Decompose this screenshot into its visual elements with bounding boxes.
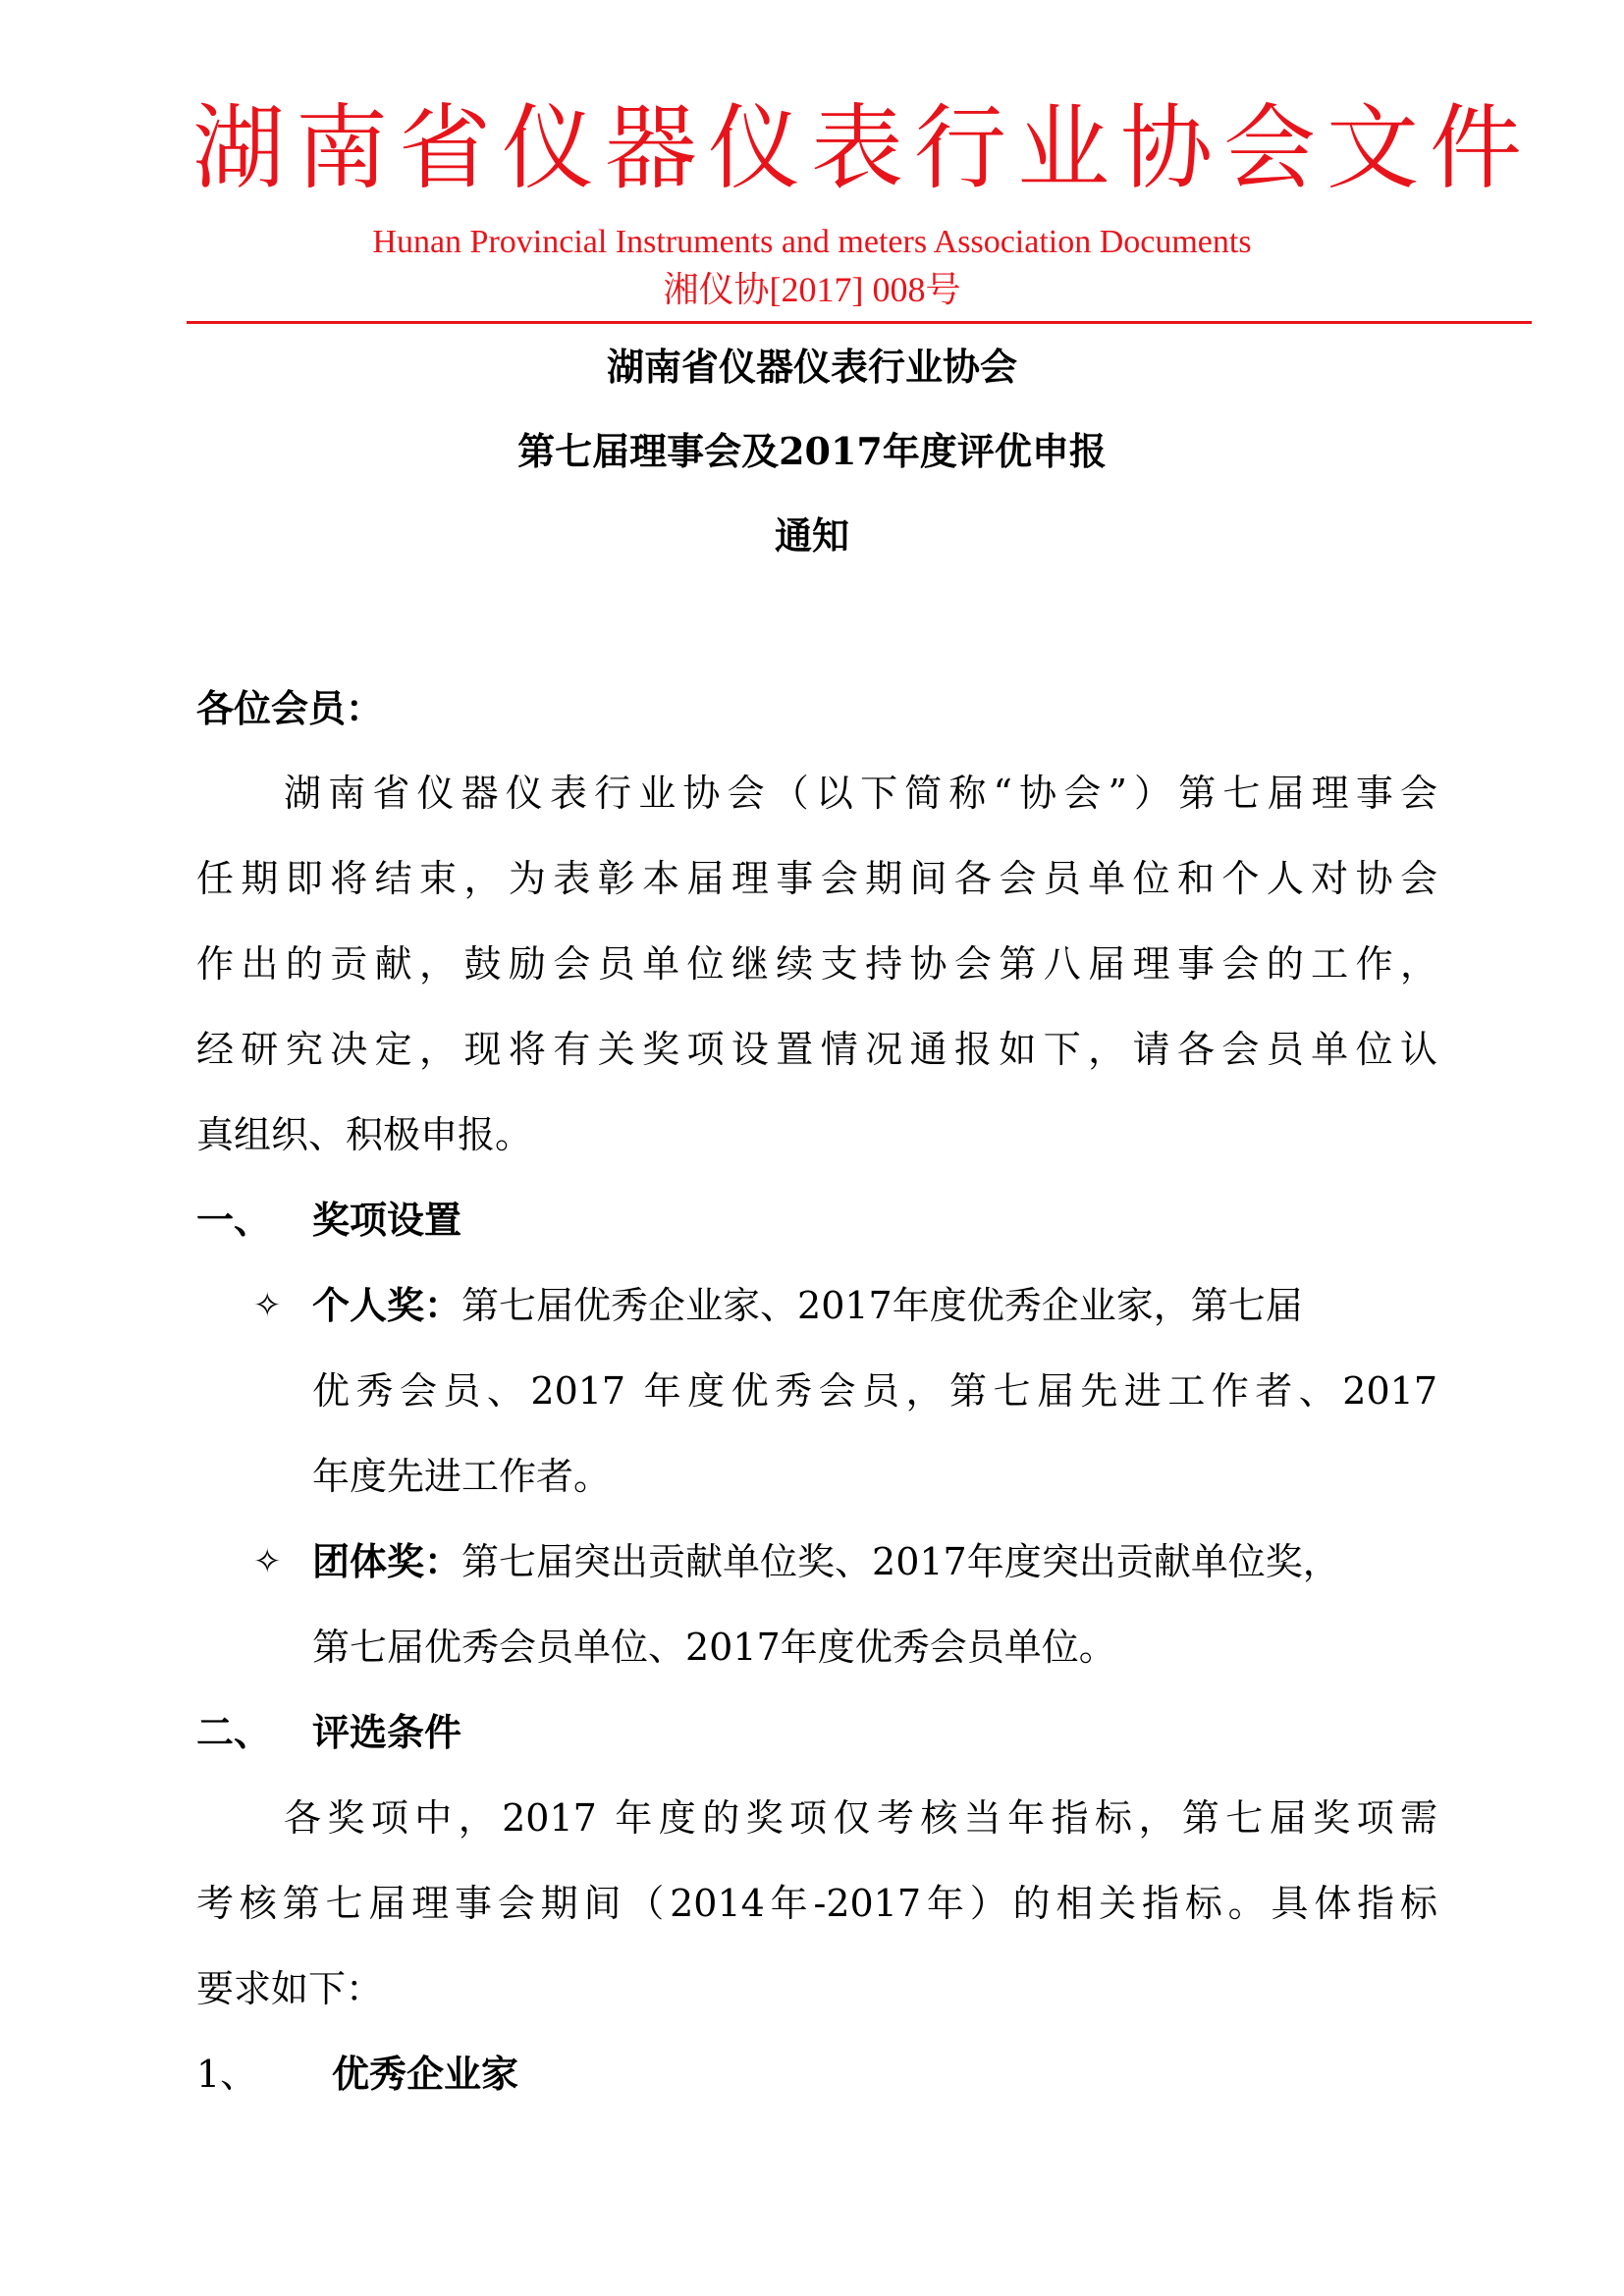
diamond-bullet-icon: ✧ (253, 1542, 282, 1581)
group-awards-label: 团体奖： (312, 1539, 462, 1583)
individual-awards-label: 个人奖： (312, 1283, 462, 1327)
section-1-heading: 奖项设置 (312, 1198, 462, 1242)
intro-line-5: 真组织、积极申报。 (196, 1113, 533, 1156)
section-2-line-3: 要求如下： (196, 1967, 384, 2010)
section-1-number: 一、 (196, 1198, 272, 1242)
section-2-number: 二、 (196, 1710, 272, 1754)
header-english-subtitle: Hunan Provincial Instruments and meters Association Documents (372, 224, 1252, 260)
subsection-1-number: 1、 (196, 2053, 258, 2096)
section-2-heading: 评选条件 (312, 1710, 462, 1754)
intro-line-4: 经研究决定，现将有关奖项设置情况通报如下，请各会员单位认 (196, 1028, 1437, 1071)
intro-line-2: 任期即将结束，为表彰本届理事会期间各会员单位和个人对协会 (196, 857, 1437, 900)
individual-awards-line-1 (312, 1281, 1437, 1330)
group-awards-text-1: 第七届突出贡献单位奖、2017年度突出贡献单位奖， (461, 1540, 1340, 1583)
section-2-line-2: 考核第七届理事会期间（2014年-2017年）的相关指标。具体指标 (196, 1882, 1437, 1925)
intro-line-3: 作出的贡献，鼓励会员单位继续支持协会第八届理事会的工作， (196, 942, 1437, 986)
intro-line-1: 湖南省仪器仪表行业协会（以下简称“协会”）第七届理事会 (284, 772, 1437, 815)
group-awards-line-2: 第七届优秀会员单位、2017年度优秀会员单位。 (312, 1626, 1116, 1669)
salutation: 各位会员： (196, 686, 384, 730)
diamond-bullet-icon: ✧ (253, 1286, 282, 1325)
header-title: 湖南省仪器仪表行业协会文件 (192, 95, 1534, 202)
title-line-1: 湖南省仪器仪表行业协会 (606, 345, 1017, 389)
individual-awards-text-1: 第七届优秀企业家、2017年度优秀企业家，第七届 (461, 1284, 1303, 1327)
section-2-line-1: 各奖项中，2017 年度的奖项仅考核当年指标，第七届奖项需 (284, 1796, 1437, 1840)
title-line-3: 通知 (774, 513, 849, 558)
document-number: 湘仪协[2017] 008号 (663, 270, 961, 309)
group-awards-line-1 (312, 1537, 1437, 1586)
header-divider-line (187, 321, 1532, 324)
individual-awards-line-3: 年度先进工作者。 (312, 1455, 612, 1498)
individual-awards-line-2: 优秀会员、2017 年度优秀会员，第七届先进工作者、2017 (312, 1369, 1437, 1413)
title-line-2: 第七届理事会及2017年度评优申报 (517, 429, 1107, 473)
subsection-1-heading: 优秀企业家 (332, 2052, 519, 2096)
